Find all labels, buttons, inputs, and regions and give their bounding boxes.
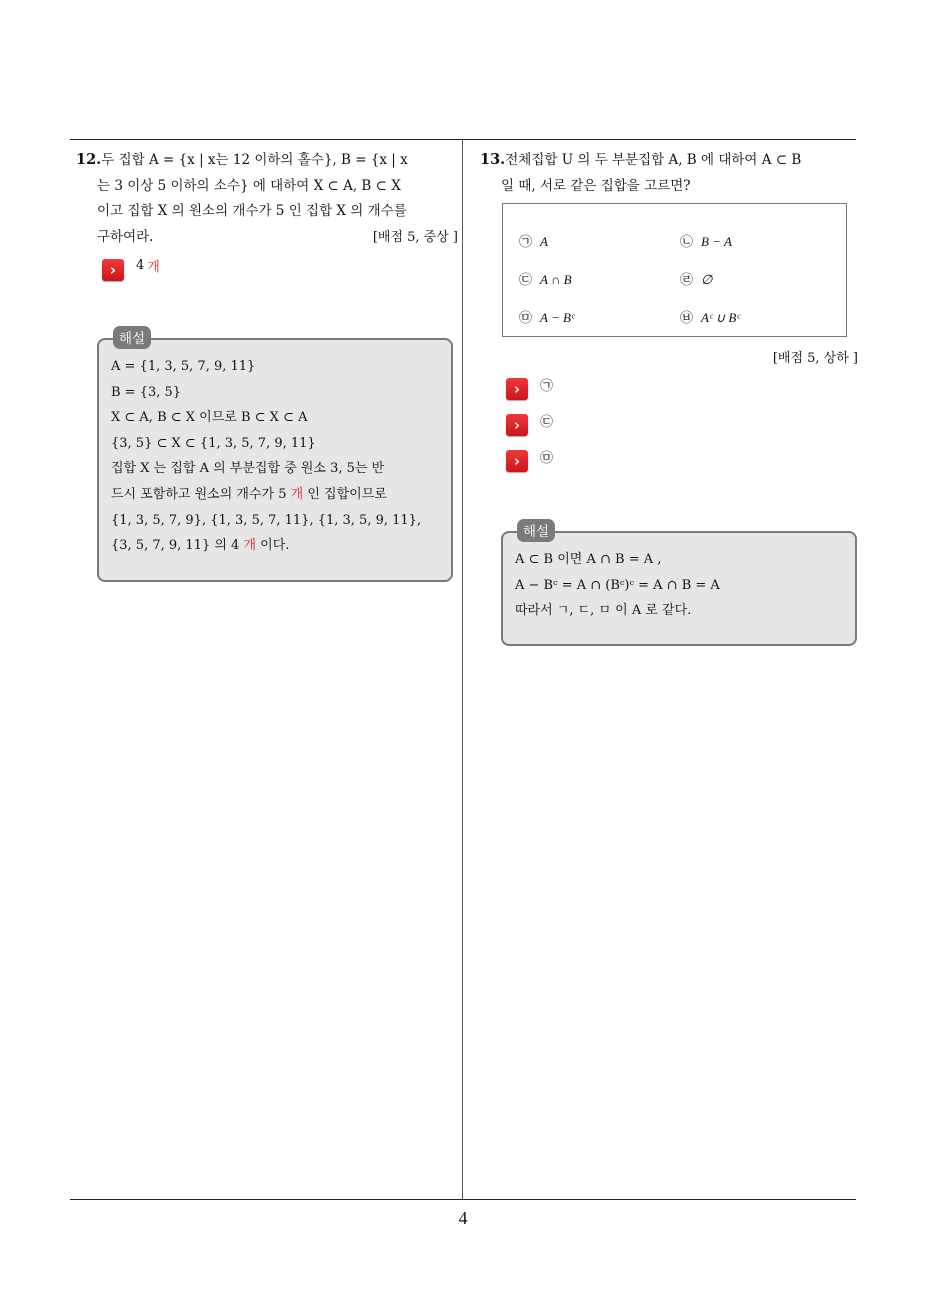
- solution-line: 따라서 ㄱ, ㄷ, ㅁ 이 A 로 같다.: [515, 603, 692, 619]
- column-divider: [462, 139, 463, 1200]
- solution-line: {3, 5, 7, 9, 11} 의 4 개 이다.: [111, 538, 290, 554]
- score-label: [배점 5, 상하 ]: [772, 351, 858, 366]
- page-number: 4: [458, 1208, 468, 1228]
- choice-2: ㉡ B − A: [680, 234, 732, 250]
- answer-value: 4: [136, 257, 145, 273]
- chevron-right-icon: ›: [506, 450, 528, 472]
- choice-4: ㉣ ∅: [680, 272, 713, 288]
- bottom-rule: [70, 1199, 856, 1200]
- answer-row: [506, 378, 553, 400]
- solution-box-13: [501, 531, 857, 646]
- answer-row: [102, 259, 160, 281]
- problem-12-line-4: 구하여라. [배점 5, 중상 ]: [76, 225, 460, 251]
- solution-tag: 해설: [517, 519, 555, 542]
- solution-line: 드시 포함하고 원소의 개수가 5 개 인 집합이므로: [111, 486, 387, 502]
- solution-line: A ⊂ B 이면 A ∩ B = A ,: [515, 552, 662, 567]
- answer-value: ㉢: [540, 414, 554, 430]
- solution-tag: 해설: [113, 326, 151, 349]
- solution-line: B = {3, 5}: [111, 384, 182, 400]
- chevron-right-icon: ›: [506, 378, 528, 400]
- choice-5: ㉤ A − Bᶜ: [519, 310, 575, 326]
- answer-unit: 개: [147, 259, 160, 275]
- answer-value: ㉤: [540, 450, 554, 466]
- choice-3: ㉢ A ∩ B: [519, 272, 572, 288]
- problem-13-line-2: 일 때, 서로 같은 집합을 고르면?: [501, 177, 691, 194]
- choice-1: ㉠ A: [519, 234, 548, 250]
- problem-12-line-3: 이고 집합 X 의 원소의 개수가 5 인 집합 X 의 개수를: [97, 203, 407, 219]
- problem-12-line-1: 12.두 집합 A = {x | x는 12 이하의 홀수}, B = {x | x: [76, 151, 408, 168]
- answer-row: [506, 414, 553, 436]
- top-rule: [70, 139, 856, 140]
- answer-value: ㉠: [540, 378, 554, 394]
- solution-line: A − Bᶜ = A ∩ (Bᶜ)ᶜ = A ∩ B = A: [515, 577, 720, 593]
- problem-number: 13.: [480, 151, 506, 168]
- problem-13: [480, 147, 860, 199]
- score-label: [배점 5, 중상 ]: [372, 229, 458, 245]
- problem-12-line-2: 는 3 이상 5 이하의 소수} 에 대하여 X ⊂ A, B ⊂ X: [97, 177, 401, 194]
- chevron-right-icon: ›: [102, 259, 124, 281]
- solution-box-12: [97, 338, 453, 582]
- solution-line: {3, 5} ⊂ X ⊂ {1, 3, 5, 7, 9, 11}: [111, 435, 316, 451]
- chevron-right-icon: ›: [506, 414, 528, 436]
- answer-row: [506, 450, 553, 472]
- choice-box: [502, 203, 847, 337]
- problem-12: [76, 147, 460, 250]
- solution-line: {1, 3, 5, 7, 9}, {1, 3, 5, 7, 11}, {1, 3, 5, 9, 11},: [111, 512, 422, 528]
- choice-6: ㉥ Aᶜ ∪ Bᶜ: [680, 310, 740, 326]
- solution-line: 집합 X 는 집합 A 의 부분집합 중 원소 3, 5는 반: [111, 461, 385, 477]
- problem-number: 12.: [76, 151, 102, 168]
- solution-line: X ⊂ A, B ⊂ X 이므로 B ⊂ X ⊂ A: [111, 410, 308, 426]
- problem-13-line-1: 13.전체집합 U 의 두 부분집합 A, B 에 대하여 A ⊂ B: [480, 151, 802, 168]
- solution-line: A = {1, 3, 5, 7, 9, 11}: [111, 359, 256, 374]
